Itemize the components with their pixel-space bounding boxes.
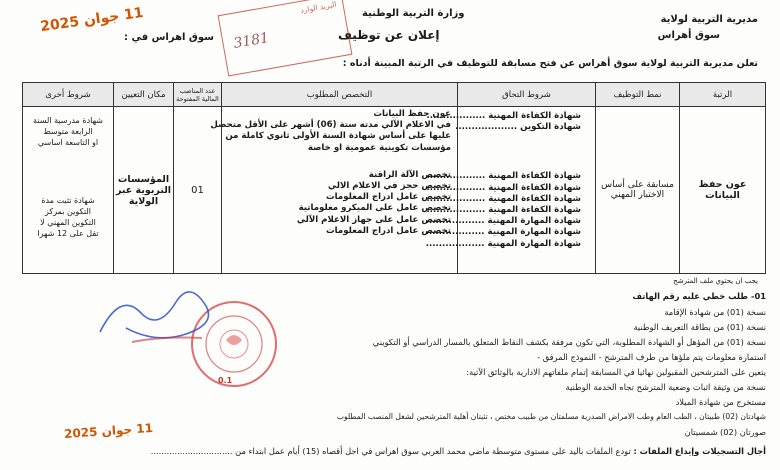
specialty-item: عون حفظ البيانات <box>373 109 451 119</box>
requirement-item: استمارة معلومات يتم ملؤها من طرف المترشح - النموذج المرفق - <box>537 352 766 362</box>
cell-location: المؤسسات التربوية عبر الولاية <box>114 107 174 274</box>
condition-item: شهادة المهارة المهنية .................. <box>425 216 581 227</box>
other-item: شهادة تثبت مدة <box>41 195 95 205</box>
condition-item: شهادة التكوين ................... <box>455 122 581 133</box>
city-label: سوق أهراس <box>657 30 720 41</box>
col-rank: الرتبة <box>680 83 766 107</box>
cell-conditions <box>425 107 596 274</box>
specialty-item: تخصص حجز في الاعلام الالي <box>328 181 451 192</box>
recruitment-table <box>22 82 766 274</box>
col-specialty: التخصص المطلوب <box>222 83 458 107</box>
col-positions: عدد المناصب المالية المفتوحة <box>174 83 222 107</box>
date-line: سوق اهراس في : <box>124 32 214 43</box>
specialty-item: تخصص عامل ادراج المعلومات <box>326 225 451 236</box>
specialty-item: تخصص الآلة الراقنة <box>368 169 451 180</box>
specialty-item: مؤسسات تكوينية عمومية او خاصة <box>307 142 451 153</box>
received-stamp <box>218 0 353 76</box>
table-row <box>23 107 766 274</box>
cell-positions: 01 <box>174 107 222 274</box>
requirement-item: نسخة من وثيقة اثبات وضعية المترشح تجاه الخدمة الوطنية <box>565 382 766 392</box>
cell-rank: عون حفظ البيانات <box>680 107 766 274</box>
specialty-item: عليها على أساس شهادة السنة الأولى ثانوي كاملة من <box>225 131 451 142</box>
condition-item: شهادة المهارة المهنية .................. <box>425 238 581 249</box>
requirements-heading: يجب ان يحتوي ملف المترشح <box>673 277 758 285</box>
other-item: او التاسعة اساسي <box>37 138 99 148</box>
requirement-item: نسخة (01) من المؤهل أو الشهادة المطلوبة، التي تكون مرفقة بكشف النقاط المتعلق بالمسار الدراسي أو التكويني <box>372 337 766 347</box>
received-stamp-text: البريد الوارد <box>299 0 338 15</box>
requirement-item: مستخرج من شهادة الميلاد <box>675 397 766 407</box>
specialty-item: تخصص عامل ادراج المعلومات <box>326 192 451 203</box>
cell-other <box>23 107 114 274</box>
signature-icon <box>92 282 222 356</box>
specialty-item: تخصص عامل على الميكرو معلوماتية <box>298 203 451 214</box>
cell-specialty <box>210 107 458 274</box>
directorate-label: مديرية التربية لولاية <box>660 14 758 25</box>
requirement-item: نسخة (01) من بطاقة التعريف الوطنية <box>633 322 766 332</box>
requirement-item: يتعين على المترشحين المقبولين نهائيا في المسابقة إتمام ملفاتهم الادارية بالوثائق الآتية: <box>466 367 766 377</box>
condition-item: شهادة الكفاءة المهنية .................. <box>426 171 581 182</box>
registration-number: 3181 <box>232 29 271 52</box>
requirement-item: 01- طلب خطي عليه رقم الهاتف <box>632 291 766 301</box>
other-item: تقل على 12 شهرا <box>37 229 99 239</box>
col-other: شروط أخرى <box>23 83 114 107</box>
condition-item: شهادة الكفاءة المهنية .................. <box>426 182 581 193</box>
deadline-line <box>151 446 766 456</box>
ministry-label: وزارة التربية الوطنية <box>362 8 465 19</box>
specialty-item: تخصص عامل على جهاز الاعلام الآلي <box>296 214 451 225</box>
col-location: مكان التعيين <box>114 83 174 107</box>
deadline-text: تودع الملفات باليد على مستوى متوسطة ماضي محمد العربي سوق اهراس في اجل أقصاه (15) أيام عمل ابتداء من ............................... <box>150 446 631 456</box>
requirement-item: صورتان (02) شمسيتان <box>684 427 766 437</box>
cell-mode: مسابقة على أساس الاختبار المهني <box>596 107 680 274</box>
condition-item: شهادة الكفاءة المهنية .................. <box>426 193 581 204</box>
requirement-item: نسخة (01) من شهادة الإقامة <box>664 307 766 317</box>
col-mode: نمط التوظيف <box>596 83 680 107</box>
condition-item: شهادة المهارة المهنية .................. <box>425 227 581 238</box>
condition-item: شهادة الكفاءة المهنية .................. <box>426 205 581 216</box>
col-conditions: شروط التحاق <box>458 83 596 107</box>
other-item: شهادة مدرسية السنة <box>33 116 103 125</box>
deadline-label: أجال التسجيلات وإيداع الملفات : <box>633 446 766 456</box>
intro-text: تعلن مديرية التربية لولاية سوق أهراس عن فتح مسابقة للتوظيف في الرتبة المبينة أدناه : <box>342 58 758 69</box>
date-stamp-bottom: 11 جوان 2025 <box>63 420 154 442</box>
other-item: التكوين بمركز <box>45 206 91 216</box>
requirement-item: شهادتان (02) طبيتان ، الطب العام وطب الامراض الصدرية مسلمتان من طبيب مختص ، تثبتان أهلية المترشحين لشغل المنصب المطلوب <box>336 412 766 421</box>
page-title: إعلان عن توظيف <box>338 28 440 42</box>
specialty-item: في الاعلام الآلي مدته ستة (06) أشهر على الأقل متحصل <box>210 120 451 131</box>
other-item: التكوين المهني لا <box>40 218 96 228</box>
date-stamp-top: 11 جوان 2025 <box>39 4 145 36</box>
condition-item: شهادة الكفاءة المهنية .................. <box>426 111 581 121</box>
other-item: الرابعة متوسط <box>43 127 93 137</box>
seal-number: 0.1 <box>218 376 233 385</box>
